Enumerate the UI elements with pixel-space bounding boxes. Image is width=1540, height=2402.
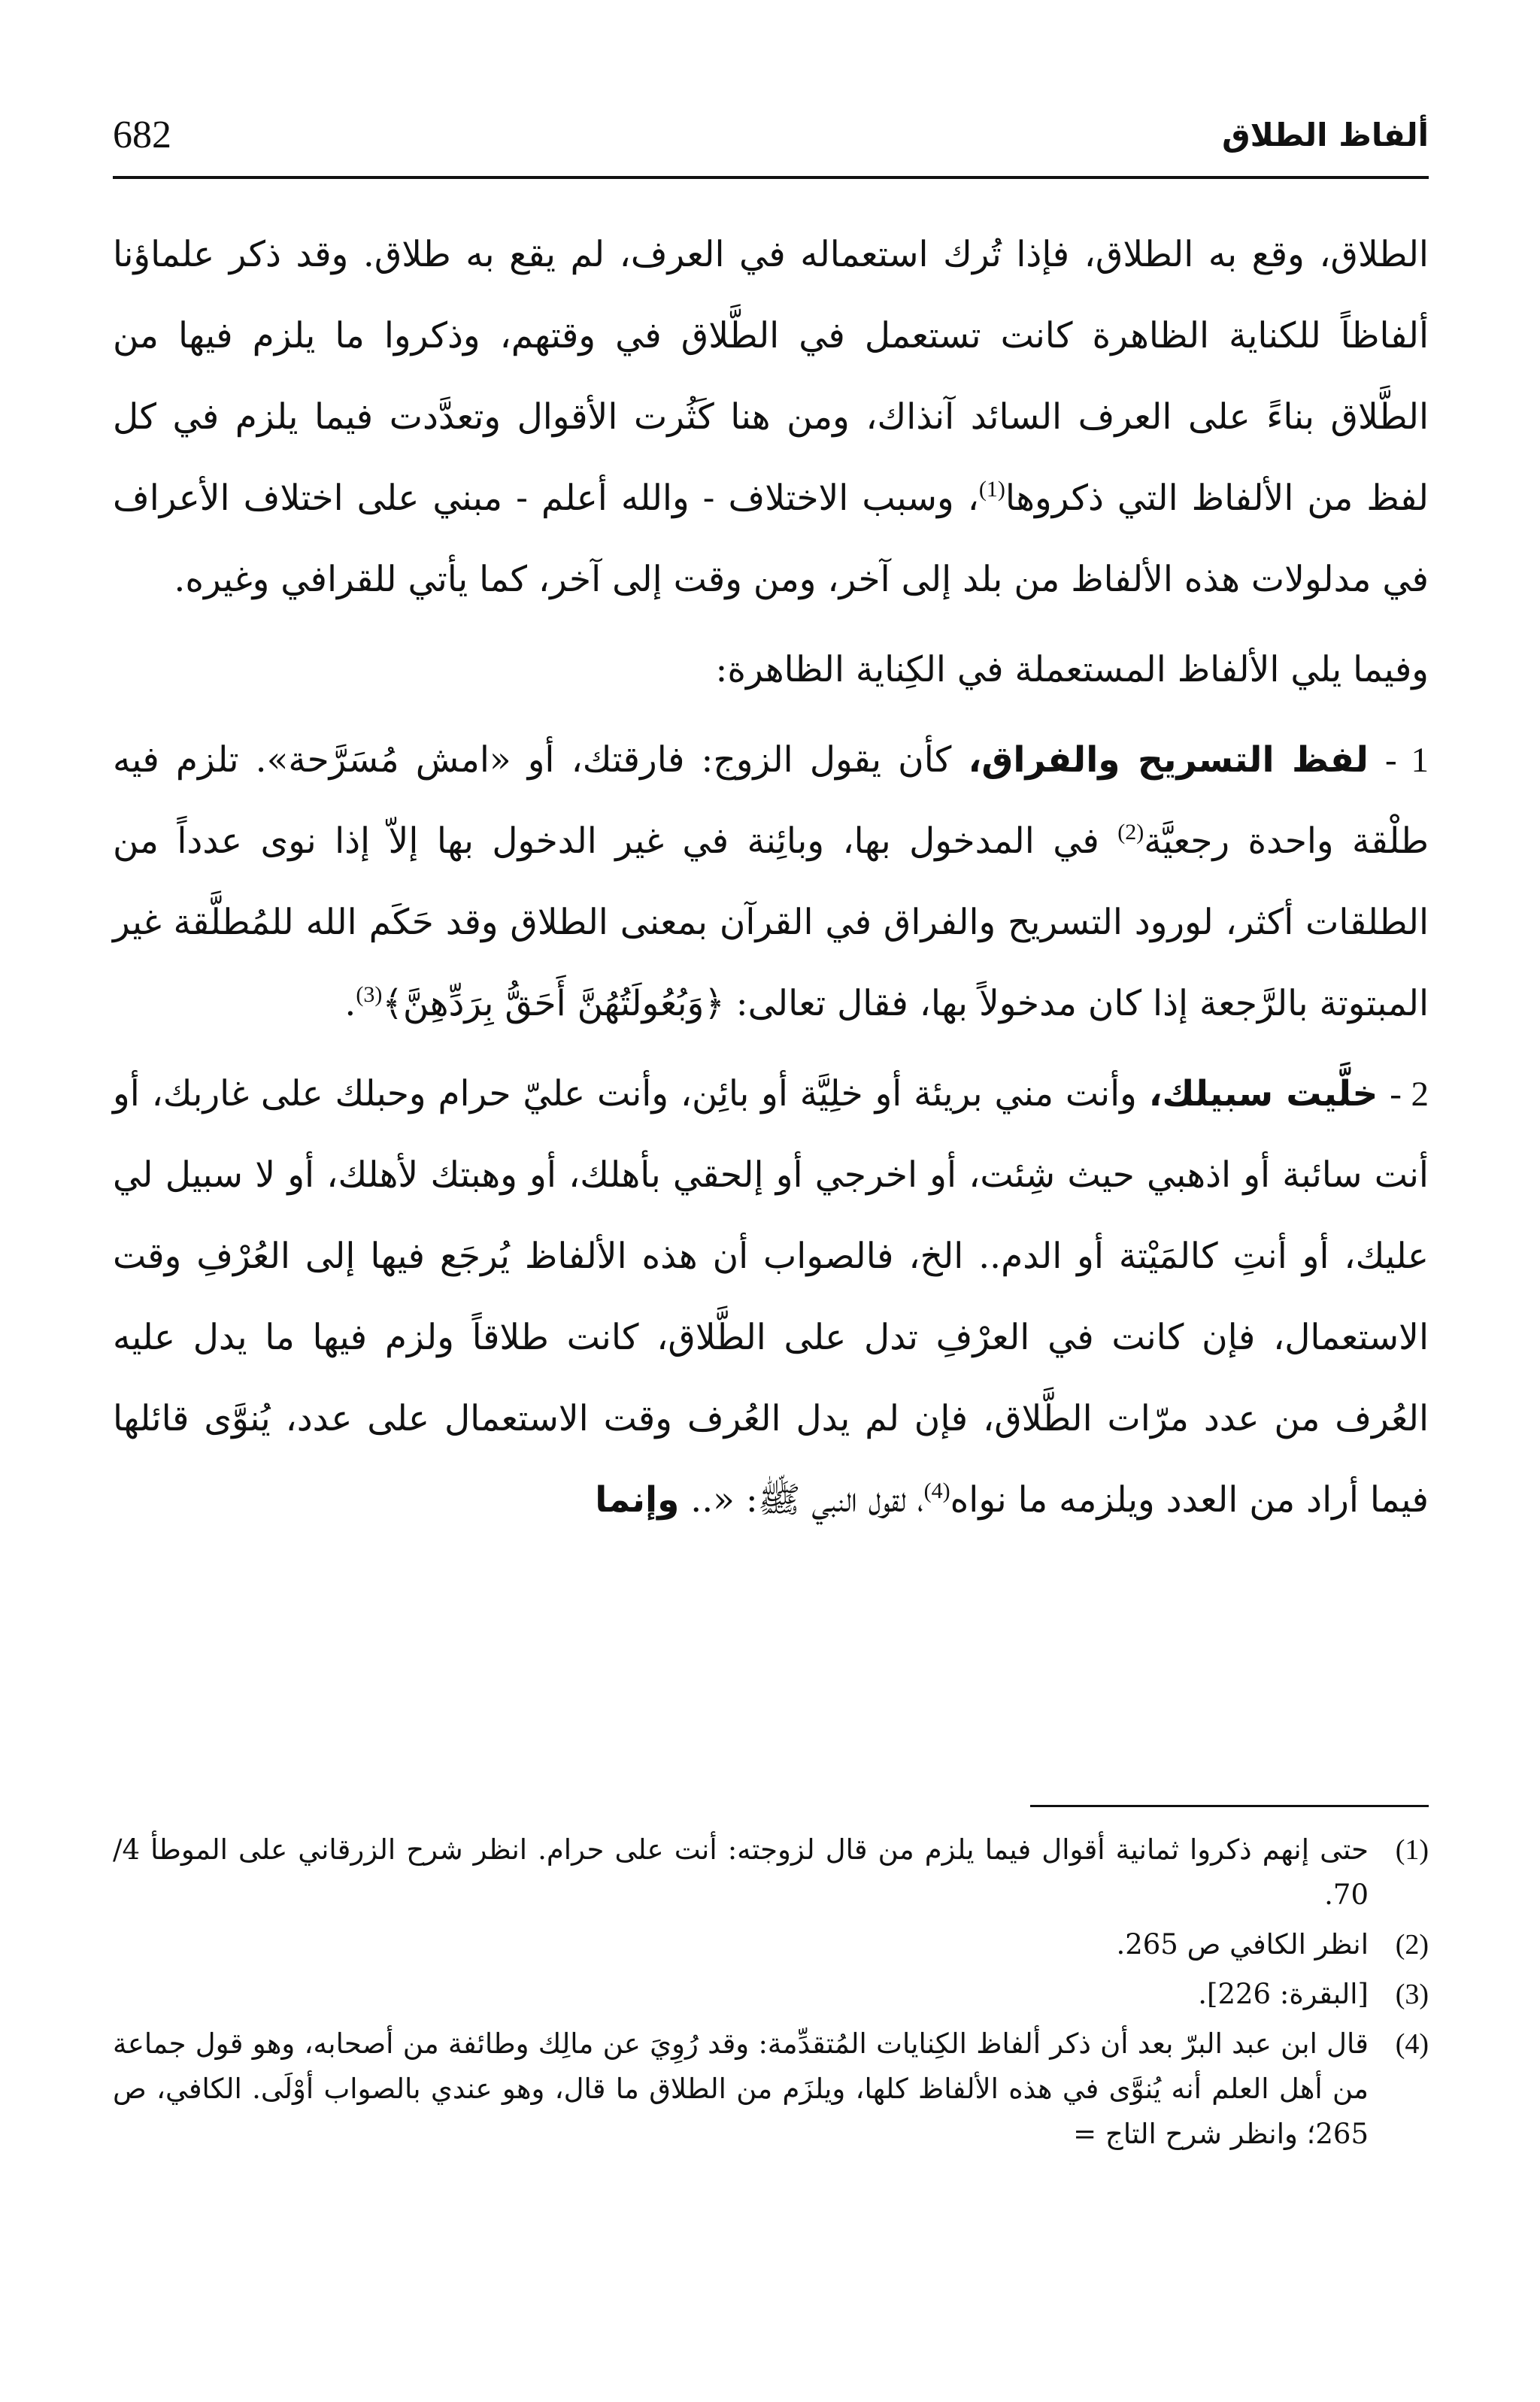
list-item-1-end: . (344, 983, 356, 1024)
footnote-3 (113, 1972, 1429, 2017)
footnote-text: [البقرة: 226]. (1198, 1978, 1369, 2010)
footnote-text: قال ابن عبد البرّ بعد أن ذكر ألفاظ الكِنايات المُتقدِّمة: وقد رُوِيَ عن مالِك وطائفة من أصحابه، وهو قول جماعة من أهل العلم أنه يُنوَّى في هذه الألفاظ كلها، ويلزَم من الطلاق ما قال، وهو عندي بالصواب أوْلَى. الكافي، ص 265؛ وانظر شرح التاج = (113, 2027, 1369, 2150)
list-item-2-bold-end: وإنما (595, 1479, 680, 1521)
paragraph-intro-text: الطلاق، وقع به الطلاق، فإذا تُرك استعماله في العرف، لم يقع به طلاق. وقد ذكر علماؤنا ألفاظاً للكناية الظاهرة كانت تستعمل في الطَّلاق في وقتهم، وذكروا ما يلزم فيها من الطَّلاق بناءً على العرف السائد آنذاك، ومن هنا كَثُرت الأقوال وتعدَّدت فيما يلزم في كل لفظ من الألفاظ التي ذكروها (113, 234, 1429, 519)
list-item-1 (113, 720, 1429, 1045)
footnote-number: (4) (1395, 2028, 1429, 2060)
chapter-title: ألفاظ الطلاق (1222, 117, 1429, 153)
footnote-text: انظر الكافي ص 265. (1116, 1928, 1369, 1961)
running-head (113, 105, 1429, 173)
list-item-1-number: 1 - (1384, 741, 1429, 780)
paragraph-intro-tail: ، وسبب الاختلاف - والله أعلم - مبني على اختلاف الأعراف في مدلولات هذه الألفاظ من بلد إلى آخر، ومن وقت إلى آخر، كما يأتي للقرافي وغيره. (113, 478, 1429, 600)
footnotes (113, 1827, 1429, 2161)
footnote-ref-3: (3) (356, 982, 383, 1007)
page-number: 682 (113, 114, 171, 156)
list-item-1-heading: لفظ التسريح والفراق، (968, 739, 1369, 781)
list-item-2 (113, 1054, 1429, 1541)
list-item-2-text-a: وأنت مني بريئة أو خلِيَّة أو بائِن، وأنت عليّ حرام وحبلك على غاربك، أو أنت سائبة أو اذهبي حيث شِئت، أو اخرجي أو إلحقي بأهلك، أو وهبتك لأهلك، أو لا سبيل لي عليك، أو أنتِ كالمَيْتة أو الدم.. الخ، فالصواب أن هذه الألفاظ يُرجَع فيها إلى العُرْفِ وقت الاستعمال، فإن كانت في العرْفِ تدل على الطَّلاق، كانت طلاقاً ولزم فيها ما يدل عليه العُرف من عدد مرّات الطَّلاق، فإن لم يدل العُرف وقت الاستعمال على عدد، يُنوَّى قائلها فيما أراد من العدد ويلزمه ما نواه (113, 1073, 1429, 1521)
footnote-number: (2) (1395, 1929, 1429, 1961)
list-item-2-text-b: ، لقول النبي ﷺ: «.. (679, 1479, 924, 1521)
footnote-ref-2: (2) (1117, 820, 1144, 845)
footnote-1 (113, 1827, 1429, 1918)
header-rule (113, 176, 1429, 179)
footnote-number: (3) (1395, 1979, 1429, 2010)
footnote-rule (1030, 1805, 1429, 1807)
footnote-number: (1) (1395, 1834, 1429, 1866)
paragraph-list-intro: وفيما يلي الألفاظ المستعملة في الكِناية الظاهرة: (715, 649, 1429, 690)
list-item-2-number: 2 - (1390, 1075, 1429, 1114)
footnote-ref-1: (1) (978, 477, 1005, 502)
list-item-2-heading: خلَّيت سبيلك، (1148, 1073, 1378, 1115)
book-page (113, 105, 1429, 2346)
list-item-1-text-b: في المدخول بها، وبائِنة في غير الدخول بها إلاّ إذا نوى عدداً من الطلقات أكثر، لورود التسريح والفراق في القرآن بمعنى الطلاق وقد حَكَم الله للمُطلَّقة غير المبتوتة بالرَّجعة إذا كان مدخولاً بها، فقال تعالى: (113, 820, 1429, 1024)
footnote-2 (113, 1922, 1429, 1967)
footnote-ref-4: (4) (923, 1479, 950, 1503)
footnote-text: حتى إنهم ذكروا ثمانية أقوال فيما يلزم من قال لزوجته: أنت على حرام. انظر شرح الزرقاني على الموطأ 4/ 70. (113, 1833, 1369, 1911)
quran-verse: ﴿وَبُعُولَتُهُنَّ أَحَقُّ بِرَدِّهِنَّ﴾ (382, 983, 725, 1024)
list-item-1-text-a: كأن يقول الزوج: فارقتك، أو «امش مُسَرَّحة». تلزم فيه طلْقة واحدة رجعيَّة (113, 739, 1429, 862)
footnote-4 (113, 2021, 1429, 2157)
main-text (113, 214, 1429, 1541)
paragraph-intro (113, 214, 1429, 620)
